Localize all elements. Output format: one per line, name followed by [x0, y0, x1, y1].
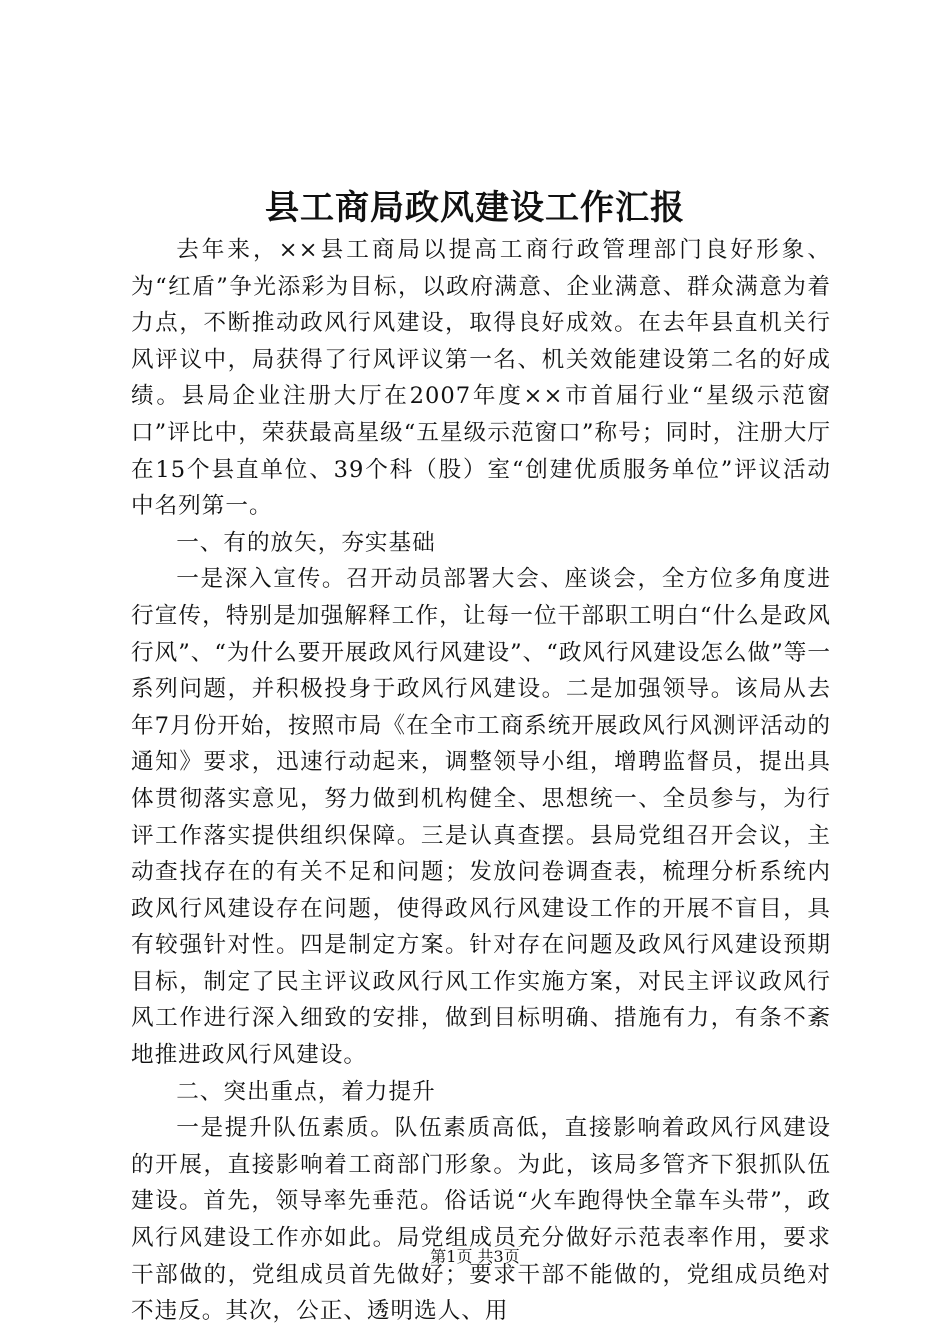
intro-paragraph: 去年来，××县工商局以提高工商行政管理部门良好形象、为“红盾”争光添彩为目标，以政府满意、企业满意、群众满意为着力点，不断推动政风行风建设，取得良好成效。在去年县直机关行风评议中，局获得了行风评议第一名、机关效能建设第二名的好成绩。县局企业注册大厅在2007年度××市首届行业“星级示范窗口”评比中，荣获最高星级“五星级示范窗口”称号；同时，注册大厅在15个县直单位、39个科（股）室“创建优质服务单位”评议活动中名列第一。 [131, 237, 831, 520]
section-heading-2: 二、突出重点，着力提升 [176, 1078, 436, 1105]
document-body [131, 232, 831, 1330]
section-2-paragraph: 一是提升队伍素质。队伍素质高低，直接影响着政风行风建设的开展，直接影响着工商部门形象。为此，该局多管齐下狠抓队伍建设。首先，领导率先垂范。俗话说“火车跑得快全靠车头带”，政风行风建设工作亦如此。局党组成员充分做好示范表率作用，要求干部做的，党组成员首先做好；要求干部不能做的，党组成员绝对不违反。其次，公正、透明选人、用 [131, 1115, 831, 1325]
page-title: 县工商局政风建设工作汇报 [265, 188, 685, 228]
section-1-paragraph: 一是深入宣传。召开动员部署大会、座谈会，全方位多角度进行宣传，特别是加强解释工作，让每一位干部职工明白“什么是政风行风”、“为什么要开展政风行风建设”、“政风行风建设怎么做”等一系列问题，并积极投身于政风行风建设。二是加强领导。该局从去年7月份开始，按照市局《在全市工商系统开展政风行风测评活动的通知》要求，迅速行动起来，调整领导小组，增聘监督员，提出具体贯彻落实意见，努力做到机构健全、思想统一、全员参与，为行评工作落实提供组织保障。三是认真查摆。县局党组召开会议，主动查找存在的有关不足和问题；发放问卷调查表，梳理分析系统内政风行风建设存在问题，使得政风行风建设工作的开展不盲目，具有较强针对性。四是制定方案。针对存在问题及政风行风建设预期目标，制定了民主评议政风行风工作实施方案，对民主评议政风行风工作进行深入细致的安排，做到目标明确、措施有力，有条不紊地推进政风行风建设。 [131, 566, 831, 1069]
section-heading-1: 一、有的放矢，夯实基础 [176, 529, 436, 556]
page-footer: 第1页 共3页 [430, 1247, 520, 1266]
